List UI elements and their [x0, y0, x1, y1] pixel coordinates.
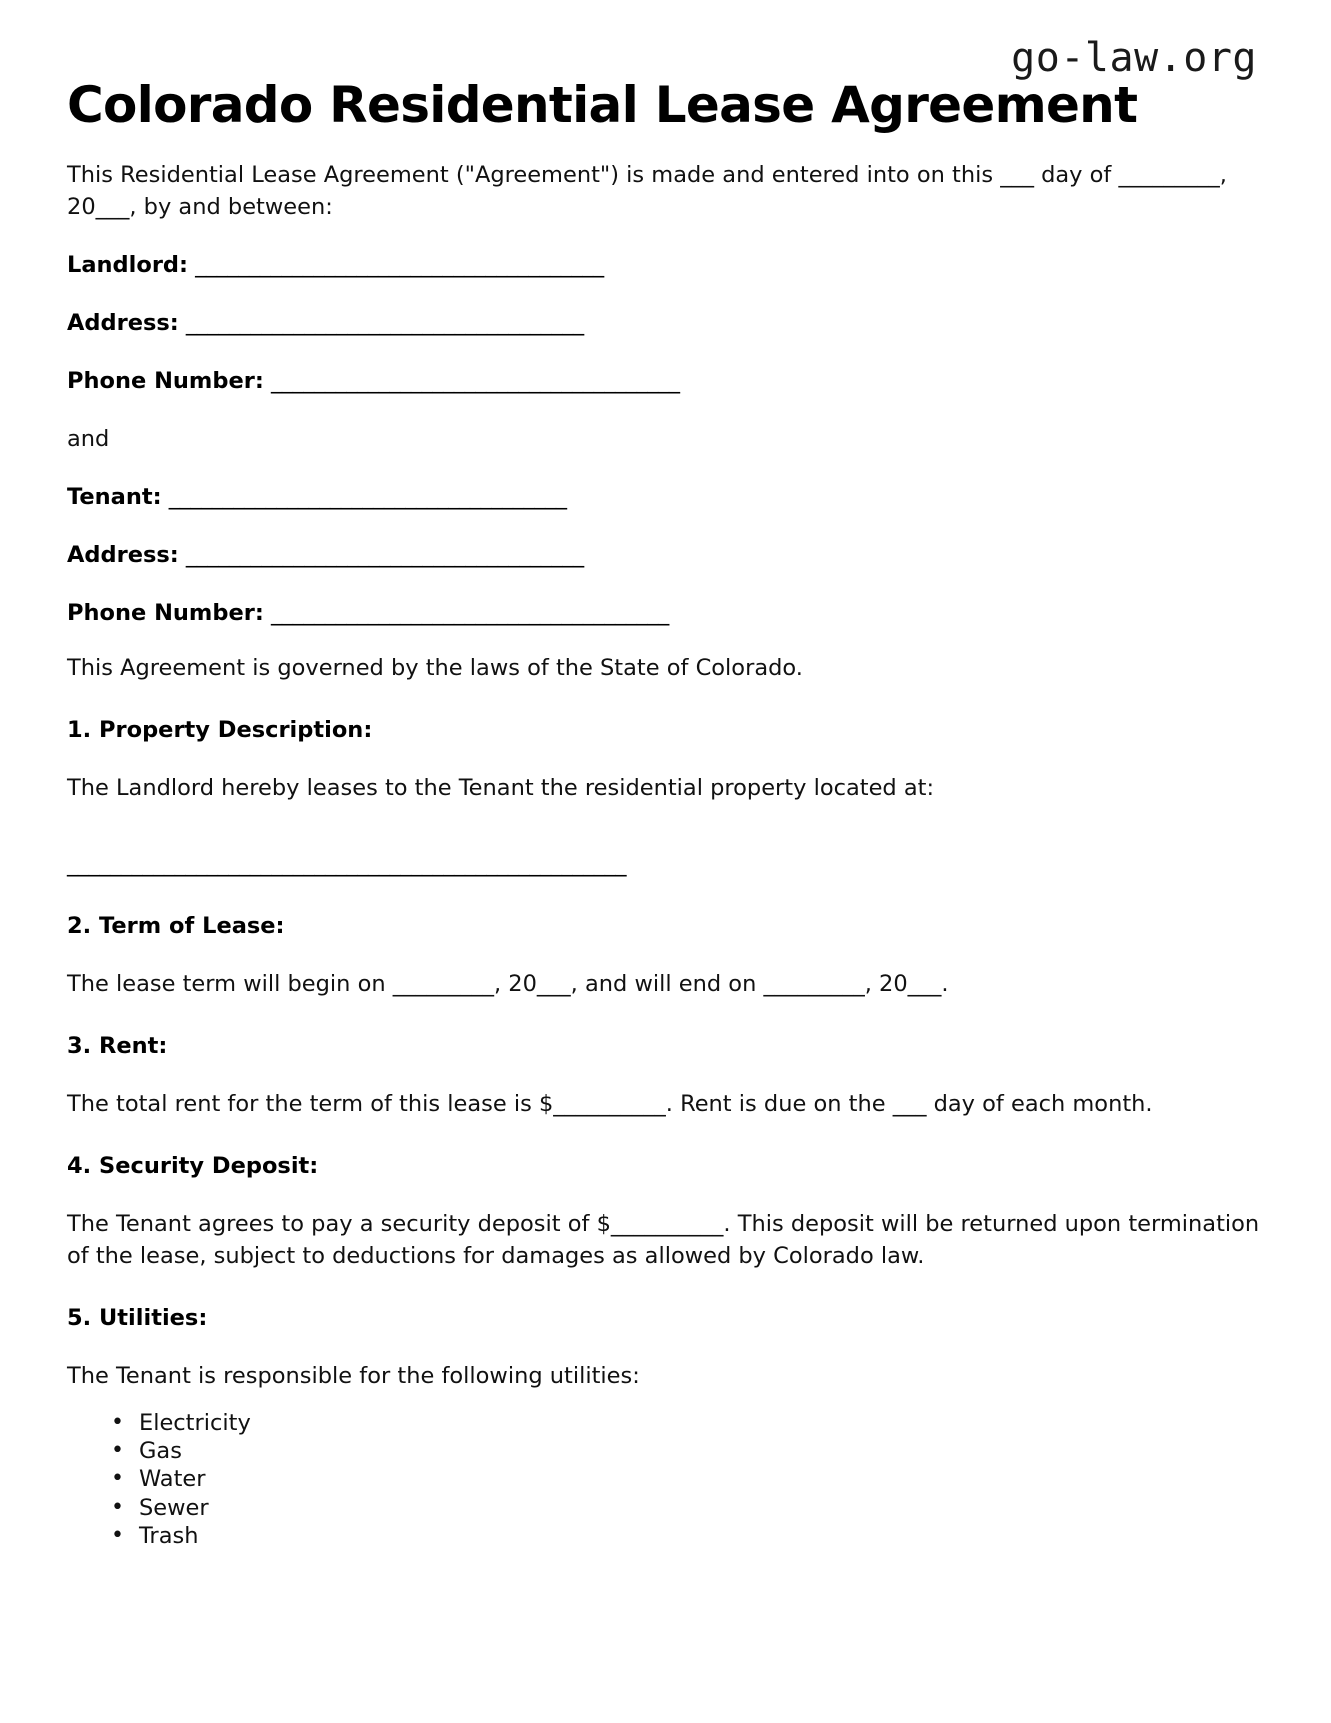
field-landlord-phone-blank[interactable]: ______________________________________	[271, 367, 680, 394]
section-heading-3: 3. Rent:	[67, 1033, 168, 1060]
field-tenant-phone-label: Phone Number:	[67, 599, 264, 626]
field-landlord-phone-label: Phone Number:	[67, 367, 264, 394]
field-landlord-address	[67, 308, 1264, 340]
field-tenant-phone	[67, 598, 1264, 630]
field-landlord-address-label: Address:	[67, 309, 179, 336]
field-landlord-label: Landlord:	[67, 251, 189, 278]
intro-paragraph: This Residential Lease Agreement ("Agreement") is made and entered into on this ___ day of _________, 20___, by and between:	[67, 162, 1227, 220]
field-tenant-address-blank[interactable]: _____________________________________	[185, 541, 584, 568]
governing-law-paragraph: This Agreement is governed by the laws of the State of Colorado.	[67, 655, 803, 682]
field-tenant-blank[interactable]: _____________________________________	[168, 483, 567, 510]
field-tenant-address	[67, 540, 1264, 572]
list-item: • Electricity	[139, 1409, 1264, 1437]
section-body-1: The Landlord hereby leases to the Tenant the residential property located at:	[67, 775, 935, 802]
field-tenant-address-label: Address:	[67, 541, 179, 568]
list-item: • Water	[139, 1465, 1264, 1493]
property-address-blank[interactable]: ____________________________________________________	[67, 851, 626, 878]
list-item: • Gas	[139, 1437, 1264, 1465]
section-body-4: The Tenant agrees to pay a security deposit of $__________. This deposit will be returned upon termination of the lease, subject to deductions for damages as allowed by Colorado law.	[67, 1210, 1260, 1269]
list-item: • Sewer	[139, 1494, 1264, 1522]
list-item: • Trash	[139, 1522, 1264, 1550]
site-logo-text: go-law.org	[1011, 35, 1257, 81]
utilities-list	[67, 1409, 1264, 1551]
field-landlord	[67, 250, 1264, 282]
conjunction-and: and	[67, 425, 110, 452]
section-heading-2: 2. Term of Lease:	[67, 913, 285, 940]
section-heading-5: 5. Utilities:	[67, 1304, 208, 1331]
brand-header	[67, 0, 1264, 81]
page-title: Colorado Residential Lease Agreement	[67, 76, 1138, 134]
section-body-5: The Tenant is responsible for the following utilities:	[67, 1362, 640, 1389]
section-body-2: The lease term will begin on _________, 20___, and will end on _________, 20___.	[67, 971, 949, 998]
field-tenant-phone-blank[interactable]: _____________________________________	[271, 599, 669, 626]
section-heading-4: 4. Security Deposit:	[67, 1152, 319, 1179]
section-heading-1: 1. Property Description:	[67, 717, 373, 744]
field-landlord-phone	[67, 366, 1264, 398]
field-tenant-label: Tenant:	[67, 483, 162, 510]
section-body-3: The total rent for the term of this lease is $__________. Rent is due on the ___ day of each month.	[67, 1091, 1153, 1117]
field-landlord-blank[interactable]: ______________________________________	[195, 251, 604, 278]
field-tenant	[67, 482, 1264, 514]
field-landlord-address-blank[interactable]: _____________________________________	[185, 309, 584, 336]
